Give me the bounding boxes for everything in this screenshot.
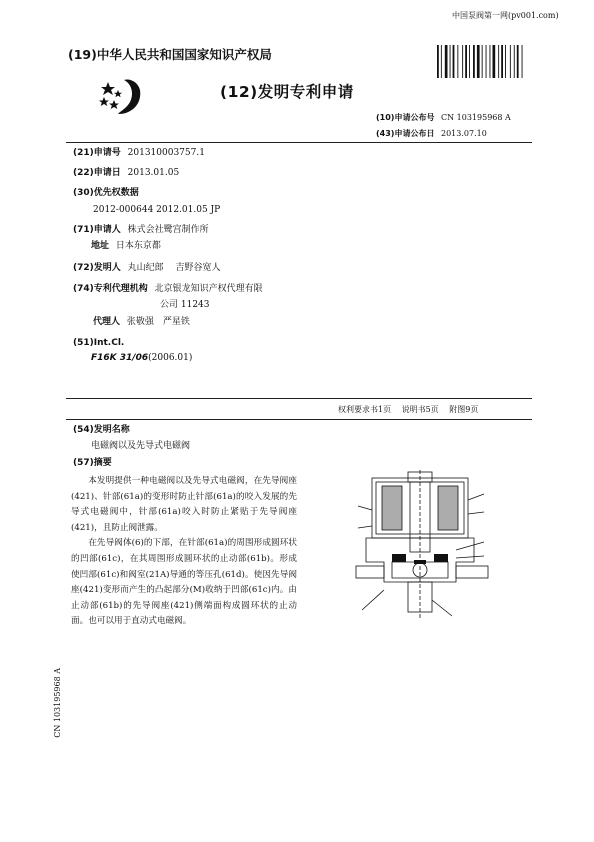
pub-date-value: 2013.07.10 [441,129,487,138]
agent [93,316,190,328]
title-label: (54)发明名称 [73,425,130,435]
page-counts: 权利要求书1页 说明书5页 附图9页 [338,405,479,414]
pub-no-value: CN 103195968 A [441,113,511,122]
app-no [73,147,205,159]
abstract-body [71,474,297,630]
address-value: 日本东京都 [115,241,161,251]
app-date [73,167,179,179]
abstract-label: (57)摘要 [73,458,112,468]
valve-drawing [352,470,492,630]
doc-type: (12)发明专利申请 [220,83,354,101]
divider-lower [66,419,532,420]
applicant [73,224,209,236]
intcl-label: (51)Int.Cl. [73,338,125,348]
app-date-value: 2013.01.05 [127,168,180,178]
barcode [437,45,527,78]
abstract-para-2: 在先导阀体(6)的下部，在针部(61a)的周围形成圆环状的凹部(61c)，在其周围形成圆环状的止动部(61b)。形成使凹部(61c)和阀室(21A)导通的等压孔(61d)。使因先导阀座(421)变形而产生的凸起部分(M)收纳于凹部(61c)内。由止动部(61b)的先导阀座(421)侧端面构成圆环状的止动面。也可以用于直动式电磁阀。 [71,538,297,627]
pub-date-label: (43)申请公布日 [376,129,435,138]
pub-no-label: (10)申请公布号 [376,113,435,122]
side-pub-number: CN 103195968 A [53,668,62,738]
abstract-para-1: 本发明提供一种电磁阀以及先导式电磁阀，在先导阀座(421)、针部(61a)的变形时防止针部(61a)的咬入发展的先导式电磁阀中，针部(61a)咬入时防止紧贴于先导阀座(421)，且防止阀泄露。 [71,476,297,533]
address [91,240,161,252]
priority-label: (30)优先权数据 [73,188,139,198]
app-no-label: (21)申请号 [73,148,121,158]
pub-date [376,128,487,139]
agency [73,283,263,295]
address-label: 地址 [91,241,110,251]
site-header: 中国泵阀第一网(pv001.com) [452,11,559,20]
invention-title: 电磁阀以及先导式电磁阀 [91,441,191,451]
intcl-code: F16K 31/06 [91,353,149,363]
intcl-value [91,352,192,364]
inventor [73,262,221,274]
agency-label: (74)专利代理机构 [73,284,148,294]
inventor-value: 丸山纪郎 吉野谷宽人 [127,263,221,273]
intcl-suffix: (2006.01) [148,353,193,363]
applicant-label: (71)申请人 [73,225,121,235]
agency-value-2: 公司 11243 [160,300,210,310]
divider-mid [66,398,532,399]
divider-top [66,142,532,143]
app-date-label: (22)申请日 [73,168,121,178]
pub-no [376,112,511,123]
agent-label: 代理人 [93,317,121,327]
cnipa-logo-icon [98,78,154,118]
agent-value: 张敬强 严星铁 [126,317,190,327]
inventor-label: (72)发明人 [73,263,121,273]
priority-value: 2012-000644 2012.01.05 JP [93,205,221,215]
office-name: (19)中华人民共和国国家知识产权局 [68,47,272,62]
app-no-value: 201310003757.1 [127,148,205,158]
applicant-value: 株式会社鹭宫制作所 [127,225,209,235]
agency-value: 北京银龙知识产权代理有限 [154,284,263,294]
